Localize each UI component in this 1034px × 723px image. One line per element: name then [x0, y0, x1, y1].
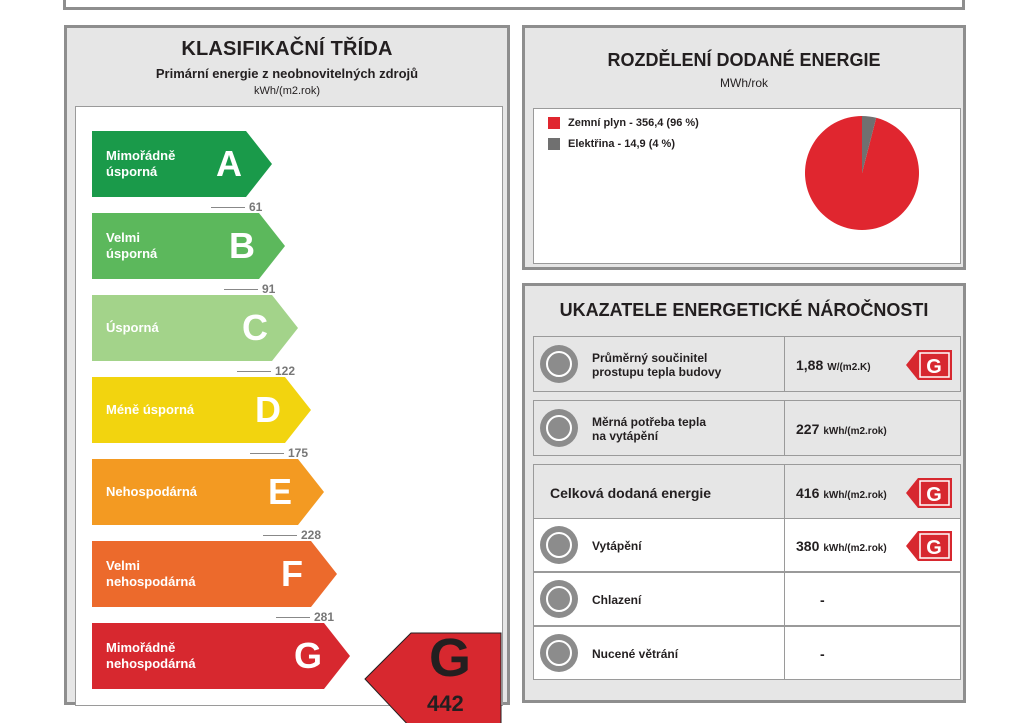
- indicator-row: [533, 400, 961, 456]
- indicator-number: 380: [796, 537, 820, 554]
- indicator-number: 227: [796, 420, 820, 437]
- thermometer-plus-icon-glyph: [540, 526, 578, 564]
- grade-letter: G: [926, 356, 942, 378]
- result-letter: G: [429, 628, 472, 688]
- class-threshold: [250, 446, 308, 460]
- grade-badge-shape: [906, 531, 952, 561]
- indicator-label: Celková dodaná energie: [550, 485, 712, 501]
- thermometer-minus-icon-glyph: [540, 580, 578, 618]
- indicator-row: [533, 572, 961, 626]
- class-letter: B: [229, 225, 255, 266]
- result-value: 442: [427, 691, 464, 716]
- grade-letter: G: [926, 484, 942, 506]
- class-letter: F: [281, 553, 303, 594]
- indicators-panel: [522, 283, 966, 703]
- indicator-row: [533, 518, 961, 572]
- row-divider: [784, 337, 785, 391]
- icon-glyph-shape: [547, 352, 571, 376]
- indicator-row: [533, 464, 961, 520]
- indicator-value: [796, 421, 887, 437]
- grade-badge: [906, 350, 952, 380]
- legend-label: Zemní plyn - 356,4 (96 %): [568, 117, 699, 129]
- threshold-arrow: [211, 207, 245, 208]
- row-divider: [784, 401, 785, 455]
- class-letter: E: [268, 471, 293, 512]
- threshold-value: 122: [275, 364, 296, 378]
- class-label: Mimořádně úsporná: [106, 148, 176, 179]
- threshold-value: 228: [301, 528, 322, 542]
- grade-letter: G: [926, 537, 942, 559]
- threshold-value: 281: [314, 610, 335, 624]
- indicator-unit: W/(m2.K): [827, 361, 871, 373]
- class-label: Nehospodárná: [106, 484, 198, 499]
- class-label: Úsporná: [106, 320, 159, 335]
- legend-swatch: [548, 117, 560, 129]
- legend-item: [548, 138, 675, 150]
- energy-split-title: ROZDĚLENÍ DODANÉ ENERGIE: [607, 50, 881, 70]
- energy-split-panel: [522, 25, 966, 270]
- class-letter: A: [216, 143, 242, 184]
- classification-unit: kWh/(m2.rok): [254, 85, 320, 97]
- grade-badge-shape: [906, 478, 952, 508]
- class-threshold: [263, 528, 321, 542]
- legend-item: [548, 117, 699, 129]
- class-label: Velmi úsporná: [106, 230, 158, 261]
- thermometer-minus-icon: [540, 580, 578, 618]
- indicators-title: UKAZATELE ENERGETICKÉ NÁROČNOSTI: [559, 300, 929, 320]
- indicator-unit: kWh/(m2.rok): [823, 489, 887, 501]
- class-threshold: [237, 364, 295, 378]
- threshold-value: 175: [288, 446, 309, 460]
- indicator-label: Průměrný součinitel prostupu tepla budovy: [592, 351, 722, 379]
- class-arrow-f: [92, 541, 337, 607]
- icon-glyph-shape: [547, 533, 571, 557]
- threshold-arrow: [237, 371, 271, 372]
- row-divider: [784, 573, 785, 625]
- class-letter: G: [294, 635, 323, 676]
- class-threshold: [276, 610, 334, 624]
- indicator-row: [533, 626, 961, 680]
- indicator-value: [796, 357, 871, 373]
- class-letter: D: [255, 389, 281, 430]
- thermometer-plus-icon: [540, 526, 578, 564]
- grade-badge: [906, 478, 952, 508]
- class-label: Mimořádně nehospodárná: [106, 640, 196, 671]
- energy-split-chart: [533, 108, 961, 264]
- class-arrow-a: [92, 131, 272, 197]
- indicator-unit: kWh/(m2.rok): [823, 542, 887, 554]
- fan-icon: [540, 634, 578, 672]
- top-panel-edge: [63, 0, 965, 10]
- icon-glyph-shape: [547, 641, 571, 665]
- indicator-label: Vytápění: [592, 539, 642, 553]
- icon-glyph-shape: [547, 416, 571, 440]
- class-arrow-d: [92, 377, 311, 443]
- class-label: Velmi nehospodárná: [106, 558, 196, 589]
- classification-panel: [64, 25, 510, 716]
- row-divider: [784, 627, 785, 679]
- heat-thermometer-icon: [540, 409, 578, 447]
- indicator-value: -: [820, 592, 825, 608]
- threshold-arrow: [224, 289, 258, 290]
- class-arrow-c: [92, 295, 298, 361]
- legend-swatch: [548, 138, 560, 150]
- class-threshold: [211, 200, 262, 214]
- house-icon: [540, 345, 578, 383]
- class-arrow-e: [92, 459, 324, 525]
- row-divider: [784, 465, 785, 519]
- classification-title: KLASIFIKAČNÍ TŘÍDA: [181, 38, 393, 60]
- indicator-label: Chlazení: [592, 593, 642, 607]
- indicator-value: [796, 538, 887, 554]
- class-letter: C: [242, 307, 268, 348]
- threshold-arrow: [276, 617, 310, 618]
- heat-thermometer-icon-glyph: [540, 409, 578, 447]
- indicator-label: Měrná potřeba tepla na vytápění: [592, 415, 707, 443]
- class-threshold: [224, 282, 275, 296]
- indicator-value: [796, 485, 887, 501]
- threshold-arrow: [263, 535, 297, 536]
- legend-label: Elektřina - 14,9 (4 %): [568, 138, 675, 150]
- grade-badge: [906, 531, 952, 561]
- fan-icon-glyph: [540, 634, 578, 672]
- class-arrow-g: [92, 623, 350, 689]
- indicator-number: 1,88: [796, 356, 824, 373]
- house-icon-glyph: [540, 345, 578, 383]
- indicator-row: [533, 336, 961, 392]
- pie-chart: [802, 113, 922, 233]
- threshold-value: 61: [249, 200, 263, 214]
- threshold-value: 91: [262, 282, 276, 296]
- indicator-label: Nucené větrání: [592, 647, 679, 661]
- class-label: Méně úsporná: [106, 402, 195, 417]
- classification-scale: [75, 106, 503, 716]
- indicator-value: -: [820, 646, 825, 662]
- indicator-number: 416: [796, 484, 820, 501]
- classification-subtitle: Primární energie z neobnovitelných zdrojů: [155, 66, 419, 81]
- threshold-arrow: [250, 453, 284, 454]
- class-arrow-b: [92, 213, 285, 279]
- grade-badge-shape: [906, 350, 952, 380]
- icon-glyph-shape: [547, 587, 571, 611]
- energy-split-unit: MWh/rok: [720, 76, 768, 90]
- indicator-unit: kWh/(m2.rok): [823, 425, 887, 437]
- row-divider: [784, 519, 785, 571]
